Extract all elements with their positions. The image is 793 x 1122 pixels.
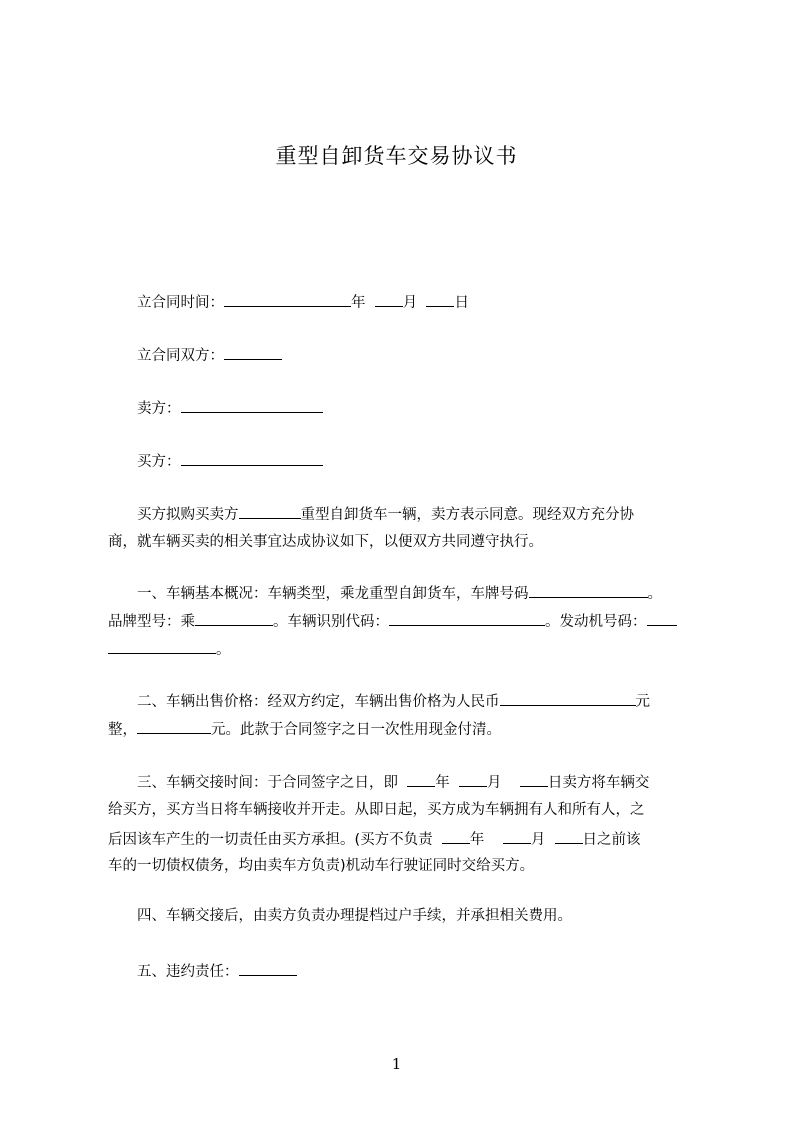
clause2-line-2 [108,718,501,740]
clause3-debt-month: 月 [530,832,546,848]
clause1-line-3 [108,638,231,660]
plate-number-blank[interactable] [529,582,648,598]
day-label: 日 [454,295,469,311]
clause1-end-1: 。 [647,586,662,602]
engine-number-blank-b[interactable] [108,638,216,654]
vin-label: 。车辆识别代码： [273,614,389,630]
debt-month-blank[interactable] [503,828,531,844]
clause1-line-1 [137,582,662,604]
contract-time-line [137,291,469,313]
clause2-text-b: 元。此款于合同签字之日一次性用现金付清。 [211,722,501,738]
clause3-text-a: 三、车辆交接时间：于合同签字之日，即 [137,775,398,791]
seller-line [137,397,323,419]
handover-month-blank[interactable] [459,771,487,787]
debt-year-blank[interactable] [442,828,470,844]
contract-time-label: 立合同时间： [137,295,224,311]
parties-line [137,344,282,366]
day-blank[interactable] [426,291,454,307]
clause3-text-3a: 后因该车产生的一切责任由买方承担。(买方不负责 [108,832,433,848]
clause3-text-3b: 日之前该 [582,832,641,848]
clause5-label: 五、违约责任： [137,964,239,980]
buyer-label: 买方： [137,454,181,470]
clause5-line [137,960,297,982]
buyer-blank[interactable] [181,450,323,466]
contract-time-blank[interactable] [224,291,351,307]
brand-model-label: 品牌型号：乘 [108,614,195,630]
engine-number-blank-a[interactable] [647,610,677,626]
price-blank[interactable] [500,690,636,706]
page-number: 1 [391,1055,402,1073]
handover-day-blank[interactable] [520,771,548,787]
clause1-text-a: 一、车辆基本概况：车辆类型，乘龙重型自卸货车，车牌号码 [137,586,529,602]
intro-text-b: 重型自卸货车一辆，卖方表示同意。现经双方充分协 [300,507,634,523]
month-blank[interactable] [375,291,403,307]
handover-year-blank[interactable] [407,771,435,787]
intro-line-2 [108,532,543,552]
brand-model-blank[interactable] [195,610,273,626]
clause3-text-4: 车的一切债权债务，均由卖车方负责)机动车行驶证同时交给买方。 [108,858,535,874]
breach-blank[interactable] [239,960,297,976]
seller-label: 卖方： [137,401,181,417]
clause3-text-b: 日卖方将车辆交 [547,775,650,791]
parties-label: 立合同双方： [137,348,224,364]
clause2-text-a: 二、车辆出售价格：经双方约定，车辆出售价格为人民币 [137,694,500,710]
clause2-line-1 [137,690,650,712]
intro-line-1 [137,503,634,525]
clause4-line [137,906,572,926]
vin-blank[interactable] [389,610,545,626]
clause1-end-3: 。 [216,642,231,658]
price-amount-blank[interactable] [137,718,211,734]
clause3-line-3 [108,828,641,850]
clause1-line-2 [108,610,677,632]
clause2-yuan: 元 [635,694,650,710]
clause3-line-4 [108,856,534,876]
clause4-text: 四、车辆交接后，由卖方负责办理提档过户手续，并承担相关费用。 [137,908,572,924]
intro-text-2: 商，就车辆买卖的相关事宜达成协议如下，以便双方共同遵守执行。 [108,534,543,550]
debt-day-blank[interactable] [555,828,583,844]
parties-blank[interactable] [224,344,282,360]
intro-seller-blank[interactable] [239,503,301,519]
year-label: 年 [351,295,366,311]
month-label: 月 [402,295,418,311]
seller-blank[interactable] [181,397,323,413]
clause2-whole: 整， [108,722,137,738]
intro-text-a: 买方拟购买卖方 [137,507,239,523]
engine-number-label: 。发动机号码： [545,614,647,630]
clause3-text-2: 给买方，买方当日将车辆接收并开走。从即日起，买方成为车辆拥有人和所有人，之 [108,802,645,818]
clause3-debt-year: 年 [469,832,485,848]
clause3-line-1 [137,771,649,793]
clause3-line-2 [108,800,645,820]
document-title: 重型自卸货车交易协议书 [275,144,518,168]
clause3-month: 月 [486,775,502,791]
clause3-year: 年 [435,775,450,791]
buyer-line [137,450,323,472]
